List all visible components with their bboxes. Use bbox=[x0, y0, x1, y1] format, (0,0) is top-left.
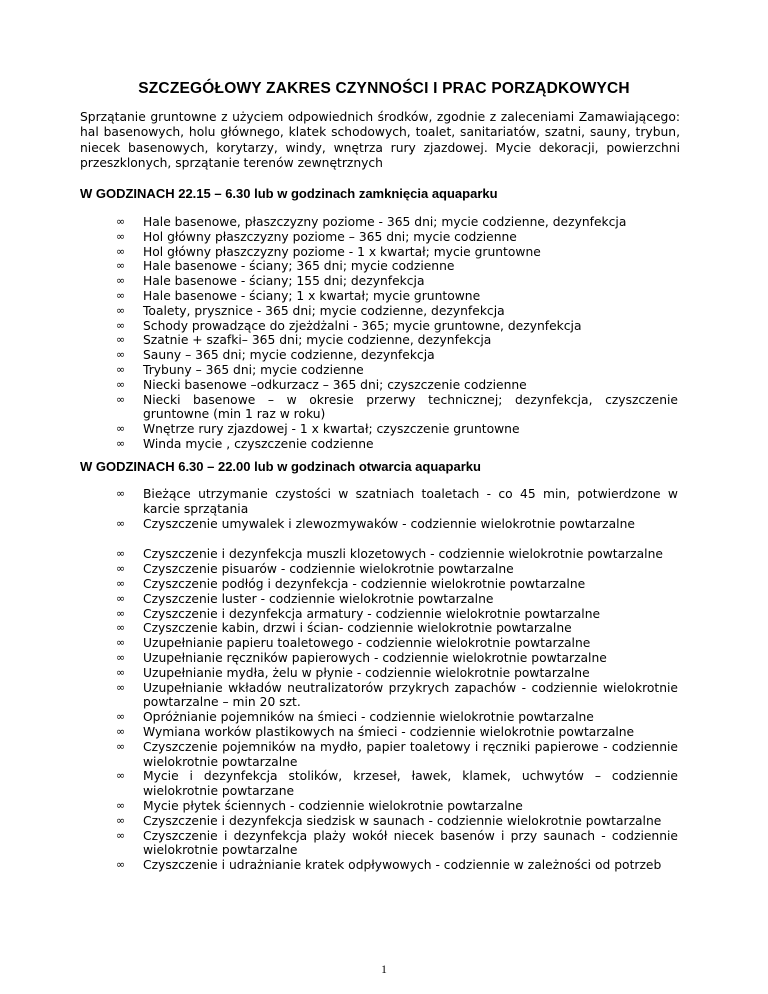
bullet-icon: ∞ bbox=[116, 288, 126, 302]
list-item bbox=[0, 245, 678, 260]
bullet-icon: ∞ bbox=[116, 215, 126, 228]
bullet-icon: ∞ bbox=[116, 259, 126, 273]
bullet-icon: ∞ bbox=[116, 621, 126, 635]
list-item-text: Czyszczenie podłóg i dezynfekcja - codziennie wielokrotnie powtarzalne bbox=[143, 576, 586, 591]
bullet-icon: ∞ bbox=[116, 858, 126, 872]
list-item bbox=[0, 333, 678, 348]
bullet-icon: ∞ bbox=[116, 487, 126, 500]
section-heading-day: W GODZINACH 6.30 – 22.00 lub w godzinach otwarcia aquaparku bbox=[80, 459, 481, 474]
list-item bbox=[0, 393, 678, 423]
bullet-icon: ∞ bbox=[116, 547, 126, 561]
list-item-text: Bieżące utrzymanie czystości w szatniach toaletach - co 45 min, potwierdzone w karcie sprzątania bbox=[143, 487, 678, 516]
bullet-icon: ∞ bbox=[116, 377, 126, 391]
bullet-icon: ∞ bbox=[116, 636, 126, 650]
list-item-text: Schody prowadzące do zjeżdżalni - 365; mycie gruntowne, dezynfekcja bbox=[143, 318, 582, 333]
list-item-text: Czyszczenie i dezynfekcja plaży wokół niecek basenów i przy saunach - codziennie wielokrotnie powtarzalne bbox=[143, 828, 678, 858]
bullet-icon: ∞ bbox=[116, 303, 126, 317]
list-item-text: Niecki basenowe – w okresie przerwy technicznej; dezynfekcja, czyszczenie gruntowne (min 1 raz w roku) bbox=[143, 392, 678, 422]
bullet-icon: ∞ bbox=[116, 348, 126, 362]
list-item-text: Hale basenowe - ściany; 1 x kwartał; mycie gruntowne bbox=[143, 288, 481, 303]
bullet-icon: ∞ bbox=[116, 244, 126, 258]
list-item bbox=[0, 829, 678, 859]
bullet-icon: ∞ bbox=[116, 591, 126, 605]
list-item bbox=[0, 319, 678, 334]
list-item-text: Uzupełnianie wkładów neutralizatorów przykrych zapachów - codziennie wielokrotnie powtarzalne – min 20 szt. bbox=[143, 680, 678, 710]
bullet-icon: ∞ bbox=[116, 229, 126, 243]
list-item bbox=[0, 607, 678, 622]
list-item-text: Toalety, prysznice - 365 dni; mycie codzienne, dezynfekcja bbox=[143, 303, 505, 318]
list-item-text: Hol główny płaszczyzny poziome – 365 dni; mycie codzienne bbox=[143, 229, 517, 244]
list-item bbox=[0, 378, 678, 393]
list-item bbox=[0, 681, 678, 711]
list-item-text: Hol główny płaszczyzny poziome - 1 x kwartał; mycie gruntowne bbox=[143, 244, 541, 259]
list-item bbox=[0, 710, 678, 725]
list-item-text: Opróżnianie pojemników na śmieci - codziennie wielokrotnie powtarzalne bbox=[143, 710, 594, 725]
list-item-text: Winda mycie , czyszczenie codzienne bbox=[143, 436, 374, 451]
list-item-text: Czyszczenie i dezynfekcja muszli klozetowych - codziennie wielokrotnie powtarzalne bbox=[143, 547, 663, 562]
list-item bbox=[0, 562, 678, 577]
list-item bbox=[0, 289, 678, 304]
list-item-text: Hale basenowe, płaszczyzny poziome - 365 dni; mycie codzienne, dezynfekcja bbox=[143, 215, 627, 229]
list-item bbox=[0, 577, 678, 592]
section-heading-night: W GODZINACH 22.15 – 6.30 lub w godzinach zamknięcia aquaparku bbox=[80, 186, 498, 201]
list-item bbox=[0, 814, 678, 829]
list-item bbox=[0, 621, 678, 636]
list-item bbox=[0, 363, 678, 378]
bullet-icon: ∞ bbox=[116, 798, 126, 812]
list-item bbox=[0, 348, 678, 363]
list-item bbox=[0, 274, 678, 289]
list-item-text: Mycie płytek ściennych - codziennie wielokrotnie powtarzalne bbox=[143, 798, 523, 813]
bullet-icon: ∞ bbox=[116, 828, 126, 842]
bullet-icon: ∞ bbox=[116, 724, 126, 738]
intro-paragraph: Sprzątanie gruntowne z użyciem odpowiednich środków, zgodnie z zaleceniami Zamawiającego: hal basenowych, holu głównego, klatek schodowych, toalet, sanitariatów, szatni, sauny, trybun, niecek basenowych, korytarzy, windy, wnętrza rury zjazdowej. Mycie dekoracji, powierzchni przeszklonych, sprzątanie terenów zewnętrznych bbox=[80, 110, 680, 171]
list-item-text: Wnętrze rury zjazdowej - 1 x kwartał; czyszczenie gruntowne bbox=[143, 422, 520, 437]
page-number: 1 bbox=[381, 964, 387, 976]
bullet-icon: ∞ bbox=[116, 650, 126, 664]
list-item-text: Sauny – 365 dni; mycie codzienne, dezynfekcja bbox=[143, 348, 435, 363]
day-task-list bbox=[0, 487, 768, 873]
list-item-text: Szatnie + szafki– 365 dni; mycie codzienne, dezynfekcja bbox=[143, 333, 492, 348]
bullet-icon: ∞ bbox=[116, 739, 126, 753]
list-item-text: Czyszczenie luster - codziennie wielokrotnie powtarzalne bbox=[143, 591, 494, 606]
list-item-text: Mycie i dezynfekcja stolików, krzeseł, ławek, klamek, uchwytów – codziennie wielokrotnie powtarzane bbox=[143, 769, 678, 799]
list-item-text: Czyszczenie i dezynfekcja armatury - codziennie wielokrotnie powtarzalne bbox=[143, 606, 601, 621]
list-item-text: Hale basenowe - ściany; 155 dni; dezynfekcja bbox=[143, 274, 425, 289]
bullet-icon: ∞ bbox=[116, 606, 126, 620]
list-item-text: Niecki basenowe –odkurzacz – 365 dni; czyszczenie codzienne bbox=[143, 377, 527, 392]
bullet-icon: ∞ bbox=[116, 769, 126, 783]
bullet-icon: ∞ bbox=[116, 422, 126, 436]
list-item bbox=[0, 422, 678, 437]
bullet-icon: ∞ bbox=[116, 710, 126, 724]
list-item-text: Trybuny – 365 dni; mycie codzienne bbox=[143, 362, 364, 377]
bullet-icon: ∞ bbox=[116, 680, 126, 694]
list-item bbox=[0, 487, 678, 517]
list-item-text: Uzupełnianie mydła, żelu w płynie - codziennie wielokrotnie powtarzalne bbox=[143, 665, 590, 680]
list-item-text: Czyszczenie pisuarów - codziennie wielokrotnie powtarzalne bbox=[143, 562, 514, 577]
list-item-text: Uzupełnianie papieru toaletowego - codziennie wielokrotnie powtarzalne bbox=[143, 636, 591, 651]
list-item-text: Czyszczenie i udrażnianie kratek odpływowych - codziennie w zależności od potrzeb bbox=[143, 858, 662, 873]
list-item bbox=[0, 666, 678, 681]
list-item bbox=[0, 725, 678, 740]
list-item bbox=[0, 230, 678, 245]
bullet-icon: ∞ bbox=[116, 362, 126, 376]
night-task-list bbox=[0, 215, 768, 452]
list-item bbox=[0, 858, 678, 873]
bullet-icon: ∞ bbox=[116, 318, 126, 332]
bullet-icon: ∞ bbox=[116, 576, 126, 590]
list-item bbox=[0, 740, 678, 770]
list-item-text: Uzupełnianie ręczników papierowych - codziennie wielokrotnie powtarzalne bbox=[143, 650, 607, 665]
list-item-text: Czyszczenie umywalek i zlewozmywaków - codziennie wielokrotnie powtarzalne bbox=[143, 516, 635, 531]
list-item-text: Czyszczenie pojemników na mydło, papier toaletowy i ręczniki papierowe - codziennie wielokrotnie powtarzalne bbox=[143, 739, 678, 769]
list-item bbox=[0, 215, 678, 230]
bullet-icon: ∞ bbox=[116, 516, 126, 530]
list-item bbox=[0, 437, 678, 452]
list-item-text: Hale basenowe - ściany; 365 dni; mycie codzienne bbox=[143, 259, 455, 274]
list-item bbox=[0, 592, 678, 607]
list-item bbox=[0, 547, 678, 562]
list-item bbox=[0, 651, 678, 666]
bullet-icon: ∞ bbox=[116, 665, 126, 679]
list-item bbox=[0, 799, 678, 814]
bullet-icon: ∞ bbox=[116, 274, 126, 288]
bullet-icon: ∞ bbox=[116, 813, 126, 827]
list-item-text: Czyszczenie kabin, drzwi i ścian- codziennie wielokrotnie powtarzalne bbox=[143, 621, 572, 636]
bullet-icon: ∞ bbox=[116, 436, 126, 450]
bullet-icon: ∞ bbox=[116, 562, 126, 576]
list-item-text: Wymiana worków plastikowych na śmieci - codziennie wielokrotnie powtarzalne bbox=[143, 724, 635, 739]
bullet-icon: ∞ bbox=[116, 392, 126, 406]
list-item bbox=[0, 517, 678, 532]
list-item bbox=[0, 769, 678, 799]
list-item bbox=[0, 259, 678, 274]
list-item-text: Czyszczenie i dezynfekcja siedzisk w saunach - codziennie wielokrotnie powtarzalne bbox=[143, 813, 662, 828]
page-title: SZCZEGÓŁOWY ZAKRES CZYNNOŚCI I PRAC PORZĄDKOWYCH bbox=[138, 80, 630, 97]
list-item bbox=[0, 636, 678, 651]
bullet-icon: ∞ bbox=[116, 333, 126, 347]
list-item bbox=[0, 304, 678, 319]
